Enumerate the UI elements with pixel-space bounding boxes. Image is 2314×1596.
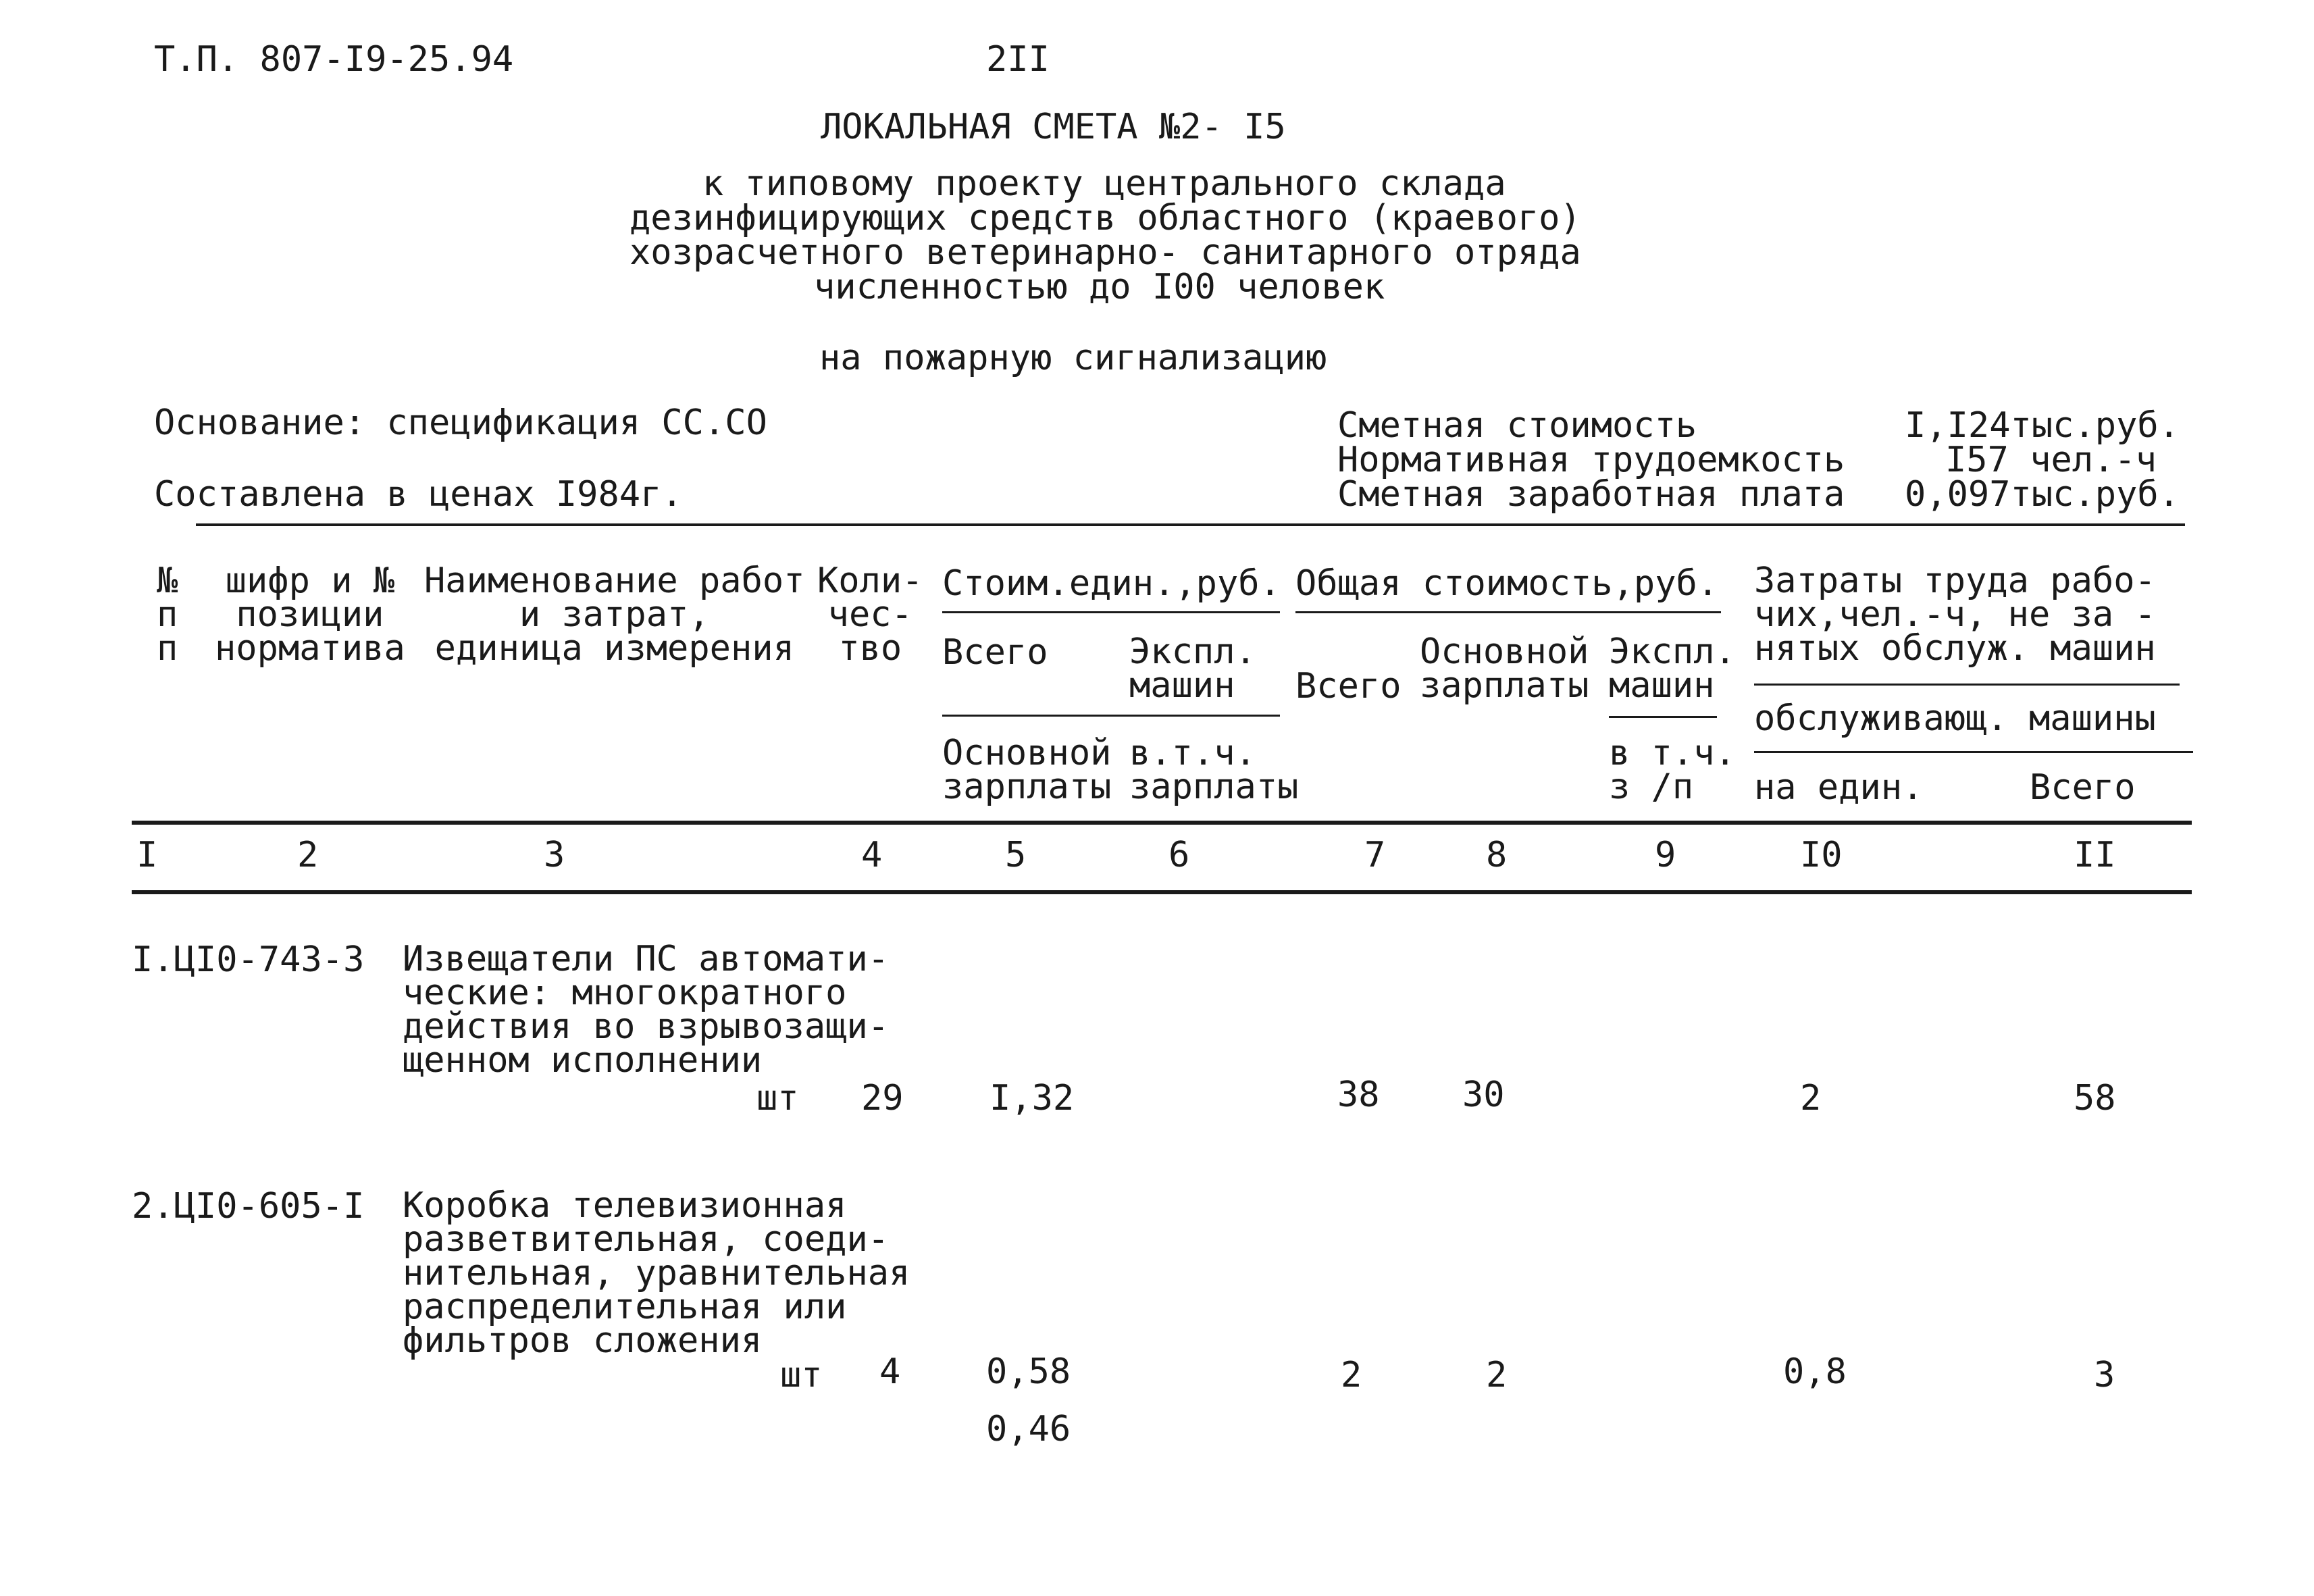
row-1-num-code: I.ЦI0-743-3 — [132, 939, 365, 980]
row-1-total-salary: 30 — [1462, 1075, 1505, 1115]
row-1-name: Извещатели ПС автомати- ческие: многократного действия во взрывозащи- щенном исполнении — [403, 939, 890, 1081]
row-1-unit: шт — [756, 1078, 799, 1118]
col-num-2: 2 — [297, 835, 319, 875]
col-numbers-bottom-rule — [132, 890, 2192, 894]
col-num-8: 8 — [1486, 835, 1508, 875]
col-num-7: 7 — [1364, 835, 1386, 875]
summary-value-labor: I57 чел.-ч — [1945, 440, 2157, 480]
col-num-5: 5 — [1005, 835, 1027, 875]
row-2-unit: шт — [780, 1355, 823, 1395]
hdr-total-all: Всего — [1295, 666, 1402, 706]
header-bottom-rule — [132, 821, 2192, 825]
hdr-total-incl: в т.ч. з /п — [1609, 733, 1736, 807]
hdr-unit-machines: Экспл. машин — [1129, 632, 1256, 706]
row-1-unit-cost: I,32 — [989, 1078, 1075, 1118]
hdr-unit-cost: Стоим.един.,руб. — [942, 563, 1281, 604]
purpose: на пожарную сигнализацию — [819, 338, 1327, 378]
hdr-total-salary: Основной зарплаты — [1420, 632, 1589, 706]
hdr-unit-incl-salary: в.т.ч. зарплаты — [1129, 733, 1299, 807]
subtitle-line-4: численностью до I00 человек — [814, 267, 1385, 307]
hdr-rule-labor-2 — [1754, 751, 2193, 753]
hdr-unit-salary: Основной зарплаты — [942, 733, 1112, 807]
row-2-total-salary: 2 — [1486, 1355, 1508, 1395]
doc-id: Т.П. 807-I9-25.94 — [154, 39, 514, 80]
row-2-labor-unit: 0,8 — [1783, 1352, 1847, 1392]
row-1-qty: 29 — [861, 1078, 904, 1118]
basis: Основание: спецификация СС.СО — [154, 403, 767, 443]
hdr-no: № п п — [157, 561, 178, 669]
row-1-labor-unit: 2 — [1800, 1078, 1822, 1118]
hdr-rule-labor — [1754, 684, 2180, 686]
col-num-4: 4 — [861, 835, 883, 875]
summary-value-salary: 0,097тыс.руб. — [1905, 474, 2180, 515]
hdr-rule-unit-2 — [942, 715, 1280, 717]
summary-value-cost: I,I24тыс.руб. — [1905, 405, 2180, 446]
summary-label-labor: Нормативная трудоемкость — [1337, 440, 1845, 480]
hdr-rule-total — [1295, 611, 1721, 613]
row-2-unit-cost-salary: 0,46 — [986, 1409, 1071, 1449]
col-num-10: I0 — [1800, 835, 1843, 875]
row-2-total: 2 — [1341, 1355, 1362, 1395]
hdr-code: шифр и № позиции норматива — [215, 561, 405, 669]
table-top-rule — [196, 523, 2185, 526]
col-num-6: 6 — [1168, 835, 1190, 875]
page-number: 2II — [986, 39, 1050, 80]
hdr-rule-total-machines — [1609, 716, 1717, 718]
prices: Составлена в ценах I984г. — [154, 474, 683, 515]
summary-label-cost: Сметная стоимость — [1337, 405, 1697, 446]
summary-label-salary: Сметная заработная плата — [1337, 474, 1845, 515]
subtitle-line-1: к типовому проекту центрального склада — [702, 163, 1506, 204]
hdr-unit-total: Всего — [942, 632, 1048, 673]
hdr-qty: Коли- чес- тво — [817, 561, 923, 669]
row-2-labor-total: 3 — [2094, 1355, 2115, 1395]
row-2-name: Коробка телевизионная разветвительная, соеди- нительная, уравнительная распределительная или фильтров сложения — [403, 1185, 910, 1361]
row-1-labor-total: 58 — [2074, 1078, 2116, 1118]
hdr-total-cost: Общая стоимость,руб. — [1295, 563, 1719, 604]
hdr-name: Наименование работ и затрат, единица измерения — [424, 561, 805, 669]
hdr-labor: Затраты труда рабо- чих,чел.-ч, не за - нятых обслуж. машин — [1754, 561, 2156, 669]
doc-title: ЛОКАЛЬНАЯ СМЕТА №2- I5 — [821, 107, 1286, 147]
col-num-1: I — [136, 835, 158, 875]
col-num-9: 9 — [1655, 835, 1676, 875]
col-num-3: 3 — [544, 835, 565, 875]
hdr-total-machines: Экспл. машин — [1609, 632, 1736, 706]
col-num-11: II — [2074, 835, 2116, 875]
subtitle-line-3: хозрасчетного ветеринарно- санитарного отряда — [629, 232, 1581, 273]
subtitle-line-2: дезинфицирующих средств областного (краевого) — [629, 198, 1581, 238]
row-2-num-code: 2.ЦI0-605-I — [132, 1186, 365, 1227]
hdr-labor-machines: обслуживающ. машины — [1754, 698, 2156, 739]
hdr-rule-unit — [942, 611, 1280, 613]
row-2-qty: 4 — [879, 1352, 901, 1392]
row-1-total: 38 — [1337, 1075, 1380, 1115]
row-2-unit-cost: 0,58 — [986, 1352, 1071, 1392]
hdr-labor-unit: на един. — [1754, 767, 1924, 808]
hdr-labor-total: Всего — [2030, 767, 2136, 808]
